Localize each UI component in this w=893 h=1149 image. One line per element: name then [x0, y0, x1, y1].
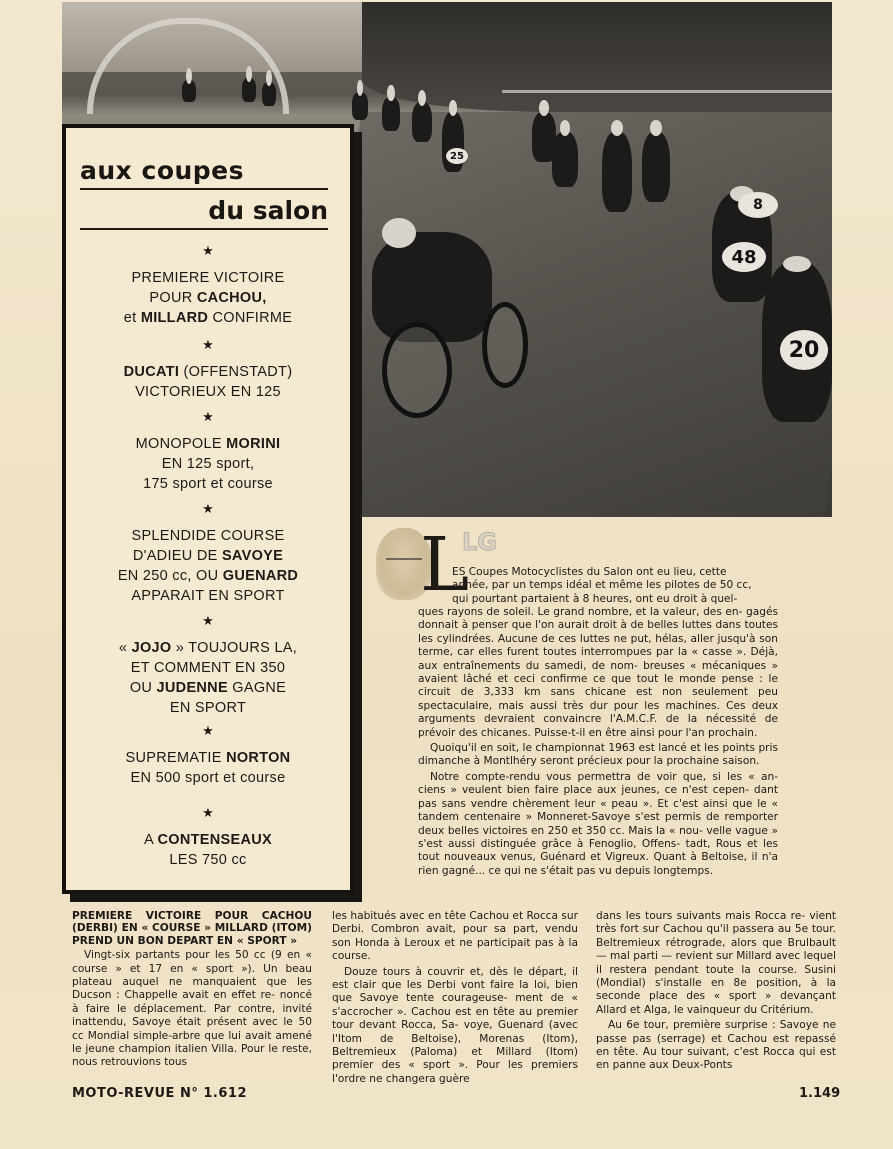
headline-text: «	[118, 640, 132, 656]
star-icon: ★	[202, 410, 214, 425]
star-icon: ★	[202, 806, 214, 821]
headline-text: ET COMMENT EN 350	[130, 660, 286, 676]
headline-text: EN 125 sport,	[161, 456, 255, 472]
text-line: qui pourtant partaient à 8 heures, ont eu droit à quel-	[452, 592, 738, 605]
star-icon: ★	[202, 338, 214, 353]
drop-cap: L	[420, 522, 470, 608]
headline-name: SAVOYE	[221, 548, 284, 564]
rider	[382, 97, 400, 131]
headline-text: 175 sport et course	[143, 476, 273, 492]
headline-name: NORTON	[226, 750, 291, 766]
headline-text: EN SPORT	[169, 700, 247, 716]
rider	[602, 132, 632, 212]
rider	[642, 132, 670, 202]
headline-text: APPARAIT EN SPORT	[131, 588, 285, 604]
rider	[412, 102, 432, 142]
star-icon: ★	[202, 502, 214, 517]
headline-item	[66, 748, 350, 788]
race-number: 25	[446, 148, 468, 164]
motorcycle-wheel	[382, 322, 452, 418]
paragraph: Vingt-six partants pour les 50 cc (9 en « course » et 17 en « sport »). Un beau plateau auquel ne manquaient que les Ducson : Chappelle avait en effet re- noncé à faire le déplacement. Par contre, invité inattendu, Savoye était présent avec le 50 cc Mondial simple-arbre que lui avait amené le jeune champion italien Villa. Pour le reste, nous retrouvions tous	[72, 949, 312, 1069]
headline-text: OU	[129, 680, 157, 696]
star-icon: ★	[202, 244, 214, 259]
headline-name: CONTENSEAUX	[157, 832, 272, 848]
headline-text: MONOPOLE	[135, 436, 227, 452]
page-number: 1.149	[799, 1086, 841, 1101]
column-3	[596, 910, 836, 1075]
headline-item	[66, 638, 350, 718]
divider	[80, 188, 328, 190]
headline-text: POUR	[149, 290, 197, 306]
headline-text: SPLENDIDE COURSE	[131, 528, 285, 544]
box-title-line1: aux coupes	[80, 156, 245, 185]
headline-item	[66, 526, 350, 606]
headline-name: CACHOU,	[196, 290, 267, 306]
headline-text: » TOUJOURS LA,	[171, 640, 298, 656]
star-icon: ★	[202, 614, 214, 629]
paragraph: Quoiqu'il en soit, le championnat 1963 est lancé et les points pris dimanche à Montlhéry seront précieux pour la prochaine saison.	[418, 742, 778, 768]
author-logo: LG	[462, 528, 497, 556]
headline-name: GUENARD	[222, 568, 299, 584]
paragraph: dans les tours suivants mais Rocca re- vient très fort sur Cachou qu'il passera au 5e tour. Beltremieux rétrograde, alors que Brulbault — mal parti — revient sur Millard avec lequel il restera pendant toute la course. Susini (Mondial) s'installe en 8e position, à la seconde place des « sport » devançant Allard et Alga, le vainqueur du Critérium.	[596, 910, 836, 1016]
headline-text: (OFFENSTADT)	[179, 364, 293, 380]
intro-body	[418, 606, 778, 880]
race-number: 48	[722, 242, 766, 272]
headline-text: A	[144, 832, 158, 848]
headline-item	[66, 434, 350, 494]
motorcycle-wheel	[482, 302, 528, 388]
section-heading: PREMIERE VICTOIRE POUR CACHOU (DERBI) EN « COURSE » MILLARD (ITOM) PREND UN BON DEPART EN « SPORT »	[72, 910, 312, 947]
magazine-issue: MOTO-REVUE N° 1.612	[72, 1086, 247, 1101]
rider	[552, 132, 578, 187]
intro-first-lines	[452, 566, 777, 606]
headline-name: MILLARD	[140, 310, 209, 326]
headline-item	[66, 268, 350, 328]
rider	[262, 82, 276, 106]
paragraph: les habitués avec en tête Cachou et Rocca sur Derbi. Combron avait, pour sa part, vendu son Honda à Leroux et ne participait pas à la course.	[332, 910, 578, 963]
paragraph: ques rayons de soleil. Le grand nombre, et la valeur, des en- gagés donnait à penser que l'on aurait droit à de belles luttes dans toutes les cylindrées. Aucune de ces luttes ne put, hélas, aller jusqu'à son terme, car elles furent toutes interrompues par la « casse ». Déjà, aux entraînements du samedi, de nom- breuses « mécaniques » avaient lâché et ceci confirme ce que tout le monde pense : le circuit de 3,333 km sans chicane est non seulement peu spectaculaire, mais aussi très dur pour les machines. Ces deux arguments devraient convaincre l'A.M.C.F. de la nécessité de prévoir des chicanes. Puisse-t-il en être ainsi pour l'an prochain.	[418, 606, 778, 739]
column-2	[332, 910, 578, 1088]
star-icon: ★	[202, 724, 214, 739]
headline-text: GAGNE	[227, 680, 287, 696]
text-line: ES Coupes Motocyclistes du Salon ont eu lieu, cette	[452, 566, 727, 578]
headline-item	[66, 362, 350, 402]
headline-text: SUPREMATIE	[125, 750, 227, 766]
race-number: 8	[738, 192, 778, 218]
headline-name: JOJO	[131, 640, 172, 656]
headline-text: EN 500 sport et course	[130, 770, 286, 786]
headline-text: CONFIRME	[208, 310, 293, 326]
paragraph: Au 6e tour, première surprise : Savoye ne passe pas (serrage) et Cachou est repassé en tête. Au tour suivant, c'est Rocca qui est en panne aux Deux-Ponts	[596, 1019, 836, 1072]
paragraph: Notre compte-rendu vous permettra de voir que, si les « an- ciens » veulent bien faire place aux jeunes, ce n'est cepen- dant pas sans vendre chèrement leur « peau ». Et c'est ainsi que le « tandem centenaire » Monneret-Savoye s'est permis de remporter deux belles victoires en 250 et 350 cc. Mais la « nou- velle vague » s'est aussi distinguée grâce à Fenoglio, Offens- tadt, Rous et les tout nouveaux venus, Guénard et Vigreux. Quant à Beltoise, il n'a rien gagné... ce qui ne s'était pas vu depuis longtemps.	[418, 770, 778, 877]
rider	[242, 78, 256, 102]
rider	[182, 80, 196, 102]
headline-text: EN 250 cc, OU	[117, 568, 223, 584]
column-1	[72, 910, 312, 1072]
headline-text: PREMIERE VICTOIRE	[131, 270, 285, 286]
summary-box	[62, 124, 354, 894]
divider	[80, 228, 328, 230]
headline-text: D'ADIEU DE	[132, 548, 222, 564]
headline-name: DUCATI	[123, 364, 180, 380]
headline-name: MORINI	[226, 436, 281, 452]
box-title-line2: du salon	[208, 196, 328, 225]
headline-text: et	[123, 310, 141, 326]
headline-name: JUDENNE	[156, 680, 228, 696]
race-number: 20	[780, 330, 828, 370]
headline-text: LES 750 cc	[169, 852, 247, 868]
paragraph: Douze tours à couvrir et, dès le départ, il est clair que les Derbi vont faire la loi, bien que Savoye tente courageuse- ment de « s'accrocher ». Cachou est en tête au premier tour devant Rocca, Sa- voye, Guenard (avec l'Itom de Beltoise), Morenas (Itom), Beltremieux (Paloma) et Millard (Itom) premier des « sport ». Pour les premiers l'ordre ne changera guère	[332, 965, 578, 1085]
text-line: année, par un temps idéal et même les pilotes de 50 cc,	[452, 579, 752, 592]
rider	[352, 92, 368, 120]
rider-foreground	[372, 232, 492, 342]
headline-item	[66, 830, 350, 870]
headline-text: VICTORIEUX EN 125	[135, 384, 281, 400]
